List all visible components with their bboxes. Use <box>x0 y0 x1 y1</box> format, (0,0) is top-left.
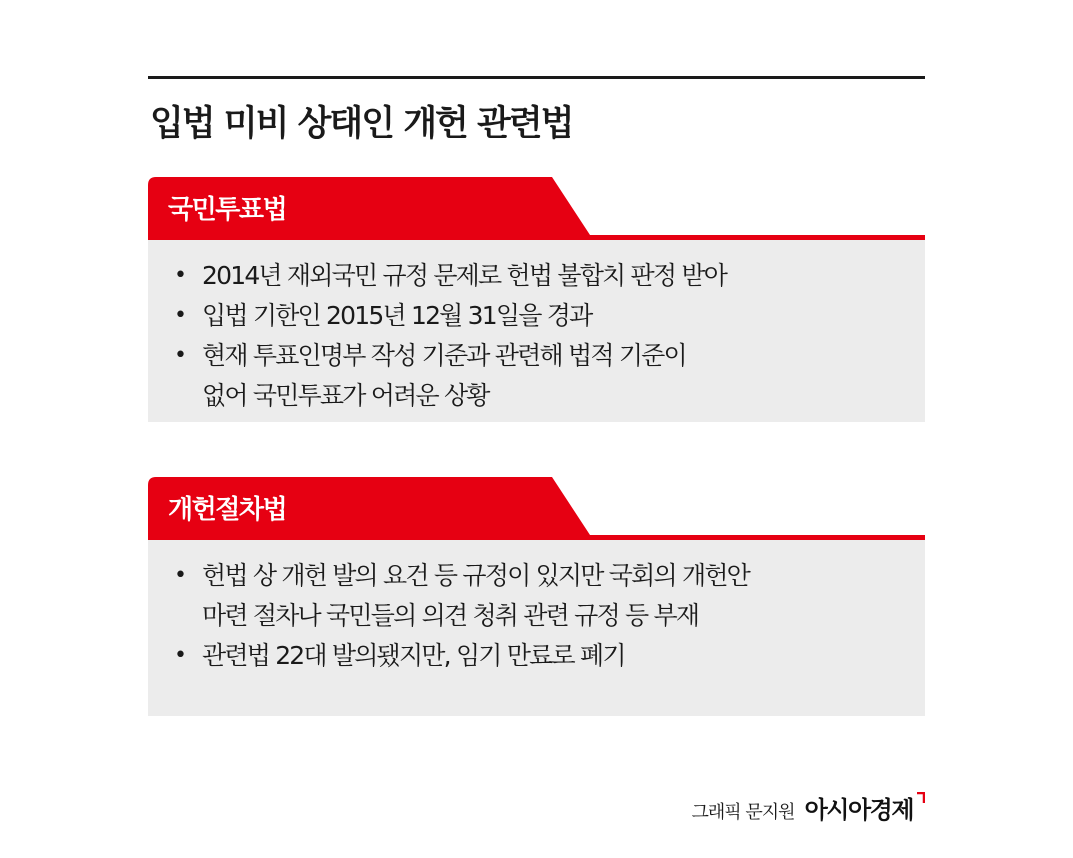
brand-logo <box>805 790 923 825</box>
bullet-list <box>172 556 925 676</box>
item-line: 2014년 재외국민 규정 문제로 헌법 불합치 판정 받아 <box>202 261 727 290</box>
list-item <box>172 256 925 296</box>
section-heading: 국민투표법 <box>168 195 287 225</box>
item-line: 마련 절차나 국민들의 의견 청취 관련 규정 등 부재 <box>202 601 699 630</box>
credit-line <box>692 790 923 825</box>
bullet-icon: • <box>174 343 186 368</box>
bullet-icon: • <box>174 643 186 668</box>
list-item <box>172 336 925 416</box>
section-body <box>148 240 925 422</box>
section-tab <box>148 177 925 240</box>
section-body <box>148 540 925 716</box>
item-line: 입법 기한인 2015년 12월 31일을 경과 <box>202 301 592 330</box>
top-rule <box>148 76 925 79</box>
bullet-list <box>172 256 925 416</box>
list-item <box>172 296 925 336</box>
page-title: 입법 미비 상태인 개헌 관련법 <box>150 104 573 144</box>
bullet-icon: • <box>174 563 186 588</box>
bullet-icon: • <box>174 263 186 288</box>
section-heading: 개헌절차법 <box>168 495 287 525</box>
list-item <box>172 636 925 676</box>
graphic-credit: 그래픽 문지원 <box>691 802 795 823</box>
item-line: 헌법 상 개헌 발의 요건 등 규정이 있지만 국회의 개헌안 <box>202 561 750 590</box>
section-tab <box>148 477 925 540</box>
item-line: 현재 투표인명부 작성 기준과 관련해 법적 기준이 <box>202 341 686 370</box>
list-item <box>172 556 925 636</box>
item-line: 관련법 22대 발의됐지만, 임기 만료로 폐기 <box>202 641 625 670</box>
brand-name: 아시아경제 <box>804 796 913 824</box>
bullet-icon: • <box>174 303 186 328</box>
section-amendment-procedure-act <box>148 477 925 716</box>
brand-mark-icon <box>916 792 925 804</box>
item-line: 없어 국민투표가 어려운 상황 <box>202 381 489 410</box>
section-national-referendum-act <box>148 177 925 422</box>
